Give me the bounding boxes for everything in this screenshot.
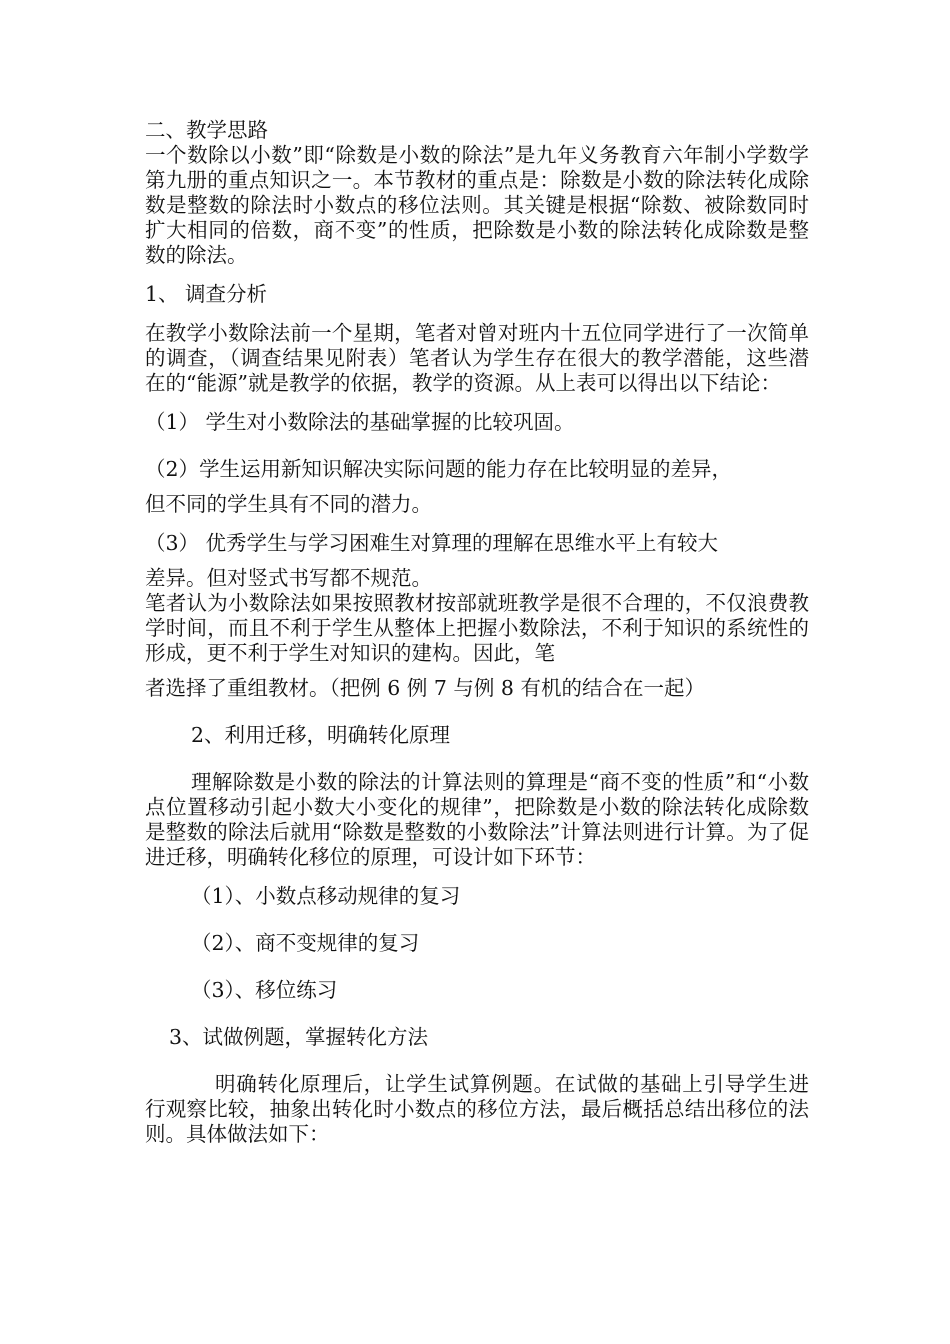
survey-paragraph: 在教学小数除法前一个星期，笔者对曾对班内十五位同学进行了一次简单的调查，（调查结果见附表）笔者认为学生存在很大的教学潜能，这些潜在的“能源”就是教学的依据，教学的资源。从上表可以得出以下结论： bbox=[145, 321, 809, 395]
conclusion-2-line-1: （2）学生运用新知识解决实际问题的能力存在比较明显的差异， bbox=[145, 457, 733, 481]
review-item-1: （1）、小数点移动规律的复习 bbox=[191, 884, 461, 908]
restructure-paragraph-end: 者选择了重组教材。（把例 6 例 7 与例 8 有机的结合在一起） bbox=[145, 676, 705, 700]
transfer-paragraph: 理解除数是小数的除法的计算法则的算理是“商不变的性质”和“小数点位置移动引起小数大小变化的规律”，把除数是小数的除法转化成除数是整数的除法后就用“除数是整数的小数除法”计算法则进行计算。为了促进迁移，明确转化移位的原理，可设计如下环节： bbox=[145, 770, 809, 869]
intro-paragraph: 一个数除以小数”即“除数是小数的除法”是九年义务教育六年制小学数学第九册的重点知识之一。本节教材的重点是：除数是小数的除法转化成除数是整数的除法时小数点的移位法则。其关键是根据“除数、被除数同时扩大相同的倍数，商不变”的性质，把除数是小数的除法转化成除数是整数的除法。 bbox=[145, 143, 809, 267]
example-paragraph: 明确转化原理后，让学生试算例题。在试做的基础上引导学生进行观察比较，抽象出转化时小数点的移位方法，最后概括总结出移位的法则。具体做法如下： bbox=[145, 1072, 809, 1146]
conclusion-3-line-2: 差异。但对竖式书写都不规范。 bbox=[145, 566, 432, 590]
subsection-heading-example: 3、试做例题，掌握转化方法 bbox=[169, 1025, 429, 1049]
document-page bbox=[145, 118, 809, 1147]
conclusion-2-line-2: 但不同的学生具有不同的潜力。 bbox=[145, 492, 432, 516]
review-item-3: （3）、移位练习 bbox=[191, 978, 338, 1002]
subsection-heading-survey: 1、 调查分析 bbox=[145, 282, 268, 306]
conclusion-1: （1） 学生对小数除法的基础掌握的比较巩固。 bbox=[145, 410, 575, 434]
subsection-heading-transfer: 2、利用迁移，明确转化原理 bbox=[191, 723, 451, 747]
review-item-2: （2）、商不变规律的复习 bbox=[191, 931, 420, 955]
conclusion-3-line-1: （3） 优秀学生与学习困难生对算理的理解在思维水平上有较大 bbox=[145, 531, 719, 555]
section-heading: 二、教学思路 bbox=[145, 118, 268, 142]
restructure-paragraph: 笔者认为小数除法如果按照教材按部就班教学是很不合理的，不仅浪费教学时间，而且不利于学生从整体上把握小数除法，不利于知识的系统性的形成，更不利于学生对知识的建构。因此，笔 bbox=[145, 591, 809, 665]
